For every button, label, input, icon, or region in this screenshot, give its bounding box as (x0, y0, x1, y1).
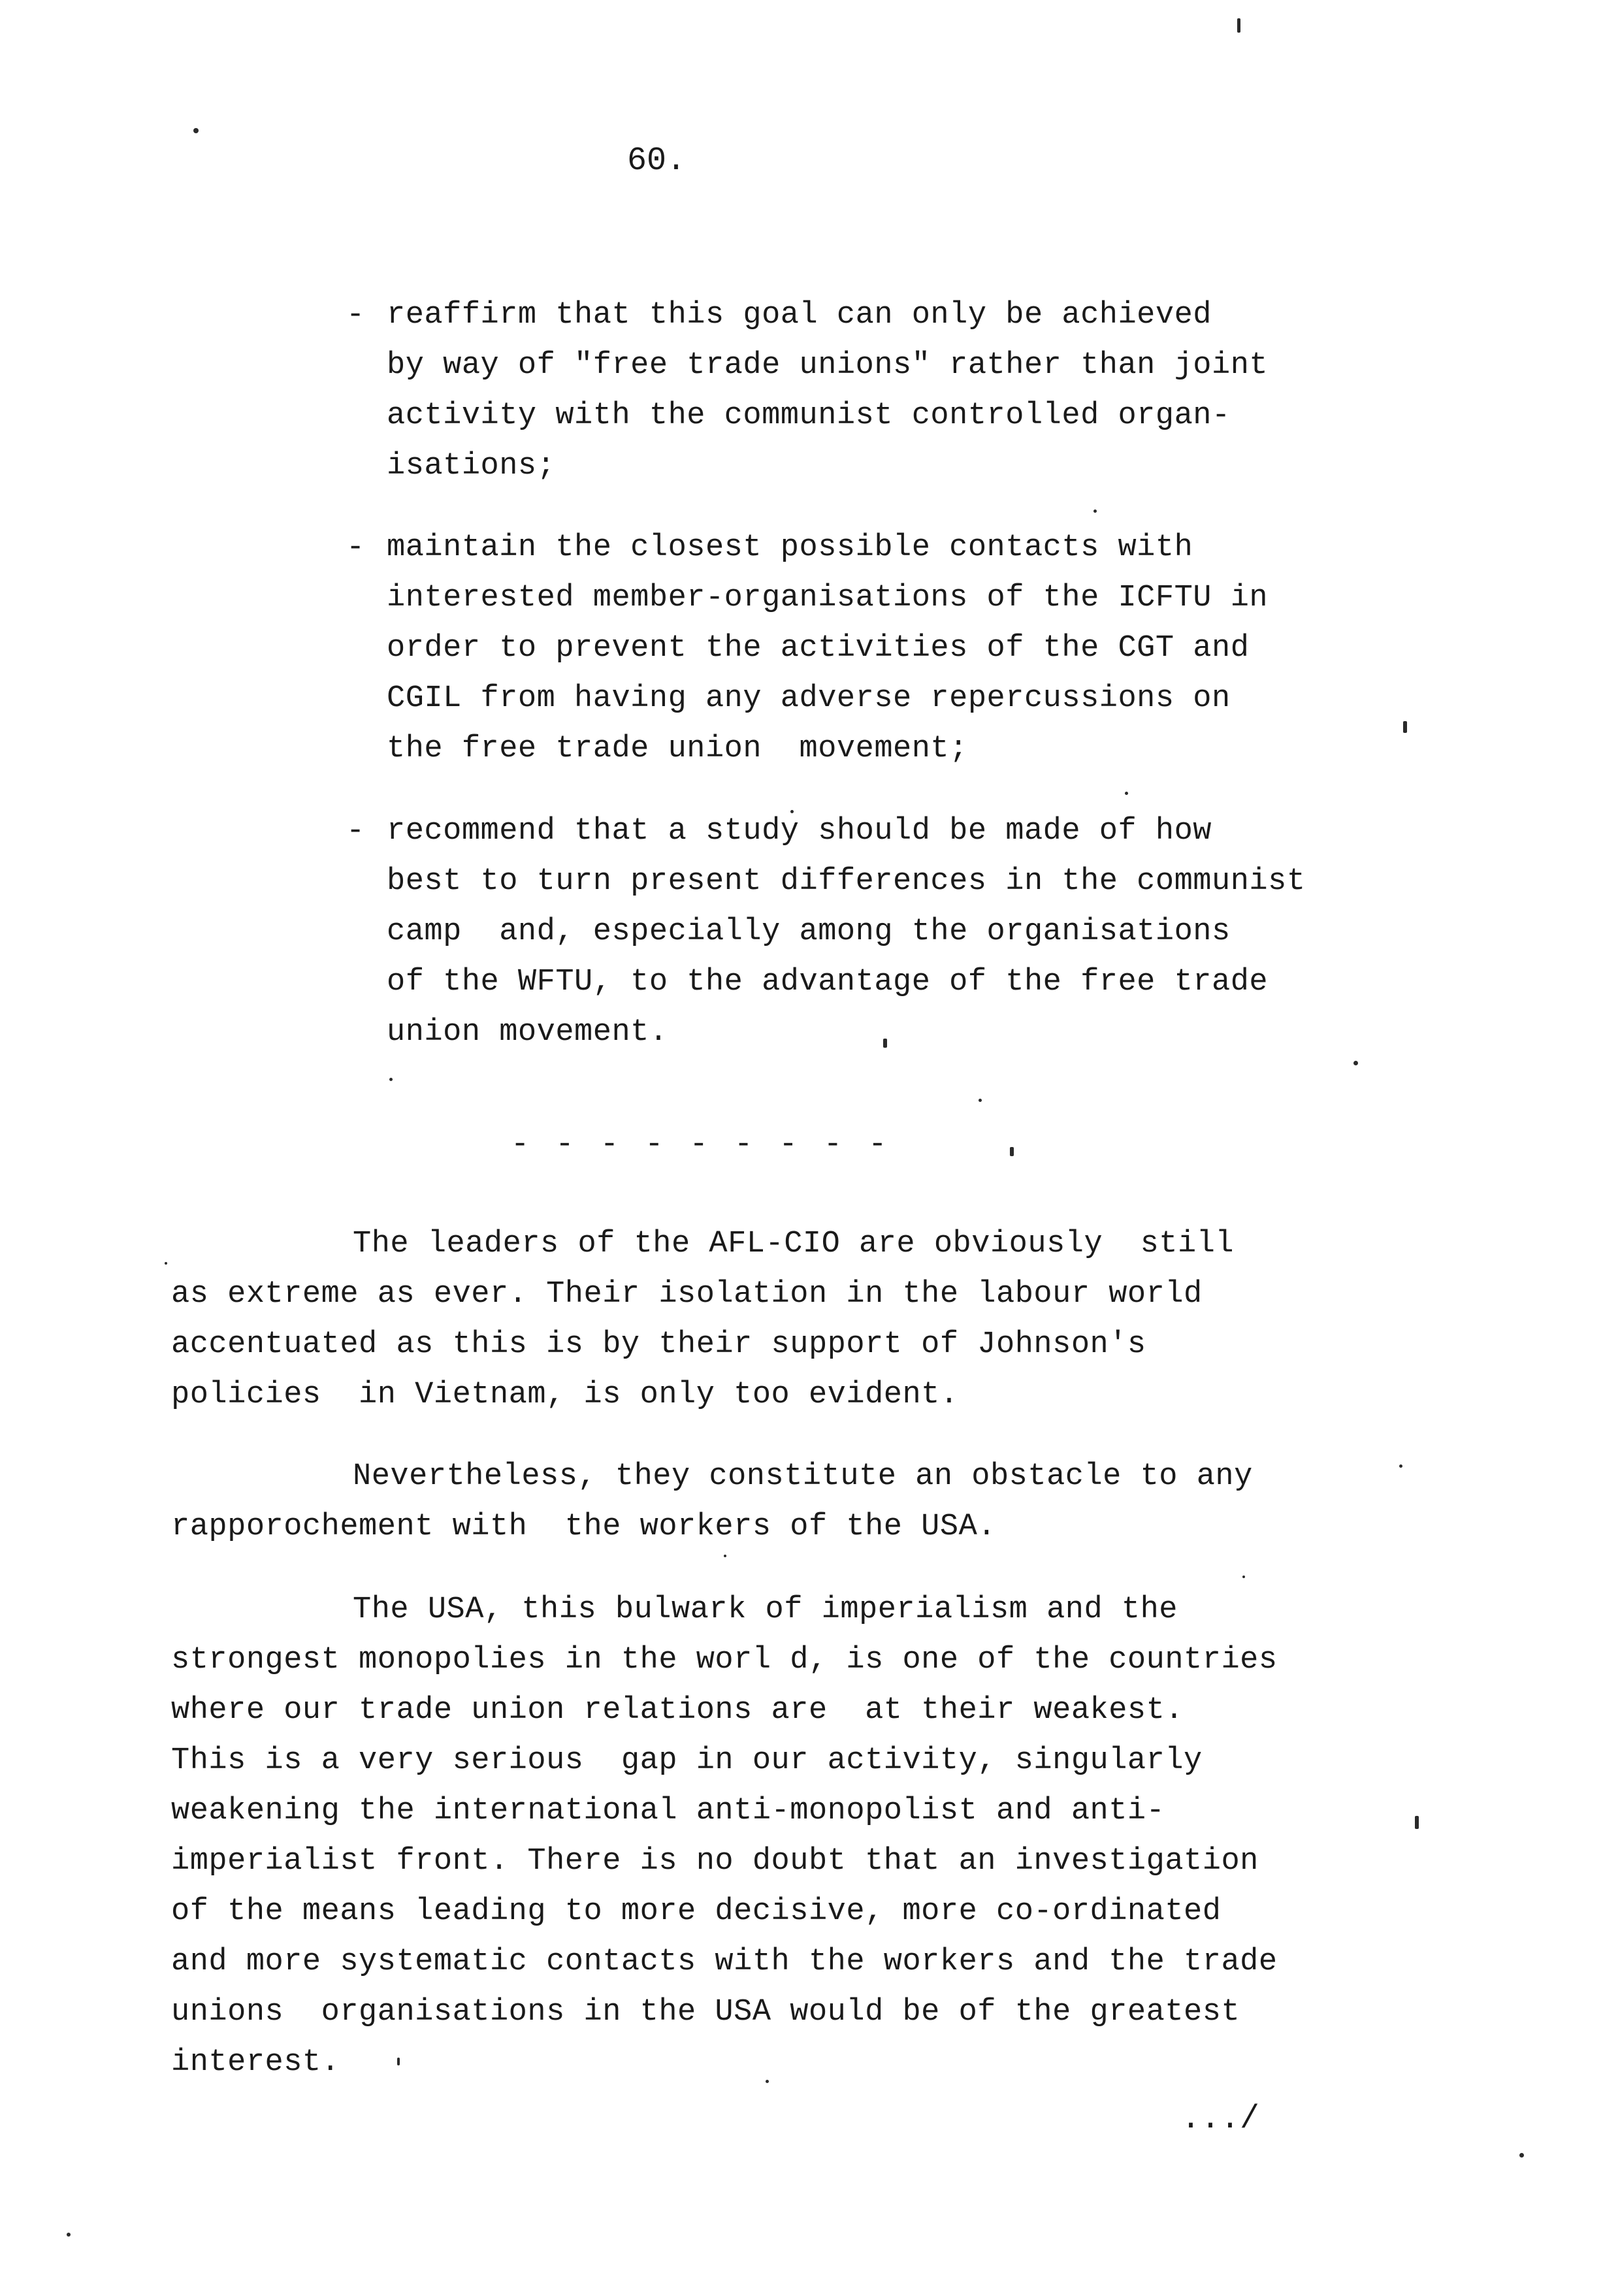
continuation-mark: .../ (1181, 2101, 1260, 2138)
paragraph-line: strongest monopolies in the worl d, is one of the countries (171, 1643, 1278, 1677)
scan-speck (165, 1262, 167, 1265)
scan-speck (883, 1039, 887, 1048)
scan-speck (389, 1078, 393, 1081)
bullet-line: by way of "free trade unions" rather than joint (387, 348, 1269, 383)
scan-speck (1403, 721, 1407, 733)
bullet-marker: - (346, 298, 365, 332)
scan-speck (1353, 1061, 1358, 1065)
scan-speck (724, 1555, 726, 1557)
section-separator: - - - - - - - - - (511, 1127, 891, 1162)
scan-speck (1415, 1816, 1419, 1829)
paragraph-line: rapporochement with the workers of the USA. (171, 1510, 997, 1544)
paragraph-line: imperialist front. There is no doubt that an investigation (171, 1844, 1259, 1879)
scan-speck (1242, 1576, 1245, 1578)
paragraph-line: policies in Vietnam, is only too evident. (171, 1378, 959, 1412)
paragraph-line: interest. (171, 2045, 340, 2080)
bullet-line: best to turn present differences in the communist (387, 864, 1306, 899)
scan-speck (790, 810, 794, 813)
paragraph-line: and more systematic contacts with the workers and the trade (171, 1945, 1278, 1979)
bullet-marker: - (346, 814, 365, 849)
bullet-line: CGIL from having any adverse repercussions on (387, 681, 1231, 716)
bullet-line: activity with the communist controlled organ- (387, 398, 1231, 433)
bullet-line: maintain the closest possible contacts with (387, 530, 1193, 565)
scan-speck (1519, 2153, 1524, 2158)
bullet-line: order to prevent the activities of the CGT and (387, 631, 1250, 666)
paragraph-line: as extreme as ever. Their isolation in the labour world (171, 1277, 1203, 1312)
paragraph-line: The leaders of the AFL-CIO are obviously still (353, 1227, 1235, 1261)
paragraph-line: of the means leading to more decisive, more co-ordinated (171, 1894, 1222, 1929)
scan-speck (193, 128, 199, 133)
scan-speck (979, 1099, 982, 1102)
paragraph-line: This is a very serious gap in our activity, singularly (171, 1743, 1203, 1778)
scan-speck (1010, 1147, 1014, 1156)
bullet-line: recommend that a study should be made of how (387, 814, 1212, 849)
scan-speck (67, 2233, 71, 2237)
bullet-line: isations; (387, 449, 556, 483)
page-number: 60. (627, 142, 687, 180)
paragraph-line: Nevertheless, they constitute an obstacle to any (353, 1459, 1253, 1494)
scan-speck (1093, 509, 1097, 513)
bullet-marker: - (346, 530, 365, 565)
bullet-line: the free trade union movement; (387, 732, 968, 766)
bullet-line: camp and, especially among the organisations (387, 914, 1231, 949)
bullet-line: reaffirm that this goal can only be achieved (387, 298, 1212, 332)
bullet-line: union movement. (387, 1015, 668, 1050)
scan-speck (1125, 792, 1128, 795)
paragraph-line: The USA, this bulwark of imperialism and the (353, 1593, 1178, 1627)
scan-speck (397, 2058, 400, 2065)
bullet-line: interested member-organisations of the ICFTU in (387, 581, 1269, 615)
paragraph-line: weakening the international anti-monopolist and anti- (171, 1794, 1165, 1828)
bullet-line: of the WFTU, to the advantage of the free trade (387, 965, 1269, 999)
paragraph-line: accentuated as this is by their support of Johnson's (171, 1327, 1146, 1362)
scan-speck (766, 2080, 769, 2083)
scan-speck (1399, 1464, 1402, 1468)
scan-speck (1237, 18, 1240, 33)
paragraph-line: where our trade union relations are at their weakest. (171, 1693, 1184, 1728)
paragraph-line: unions organisations in the USA would be of the greatest (171, 1995, 1240, 2029)
